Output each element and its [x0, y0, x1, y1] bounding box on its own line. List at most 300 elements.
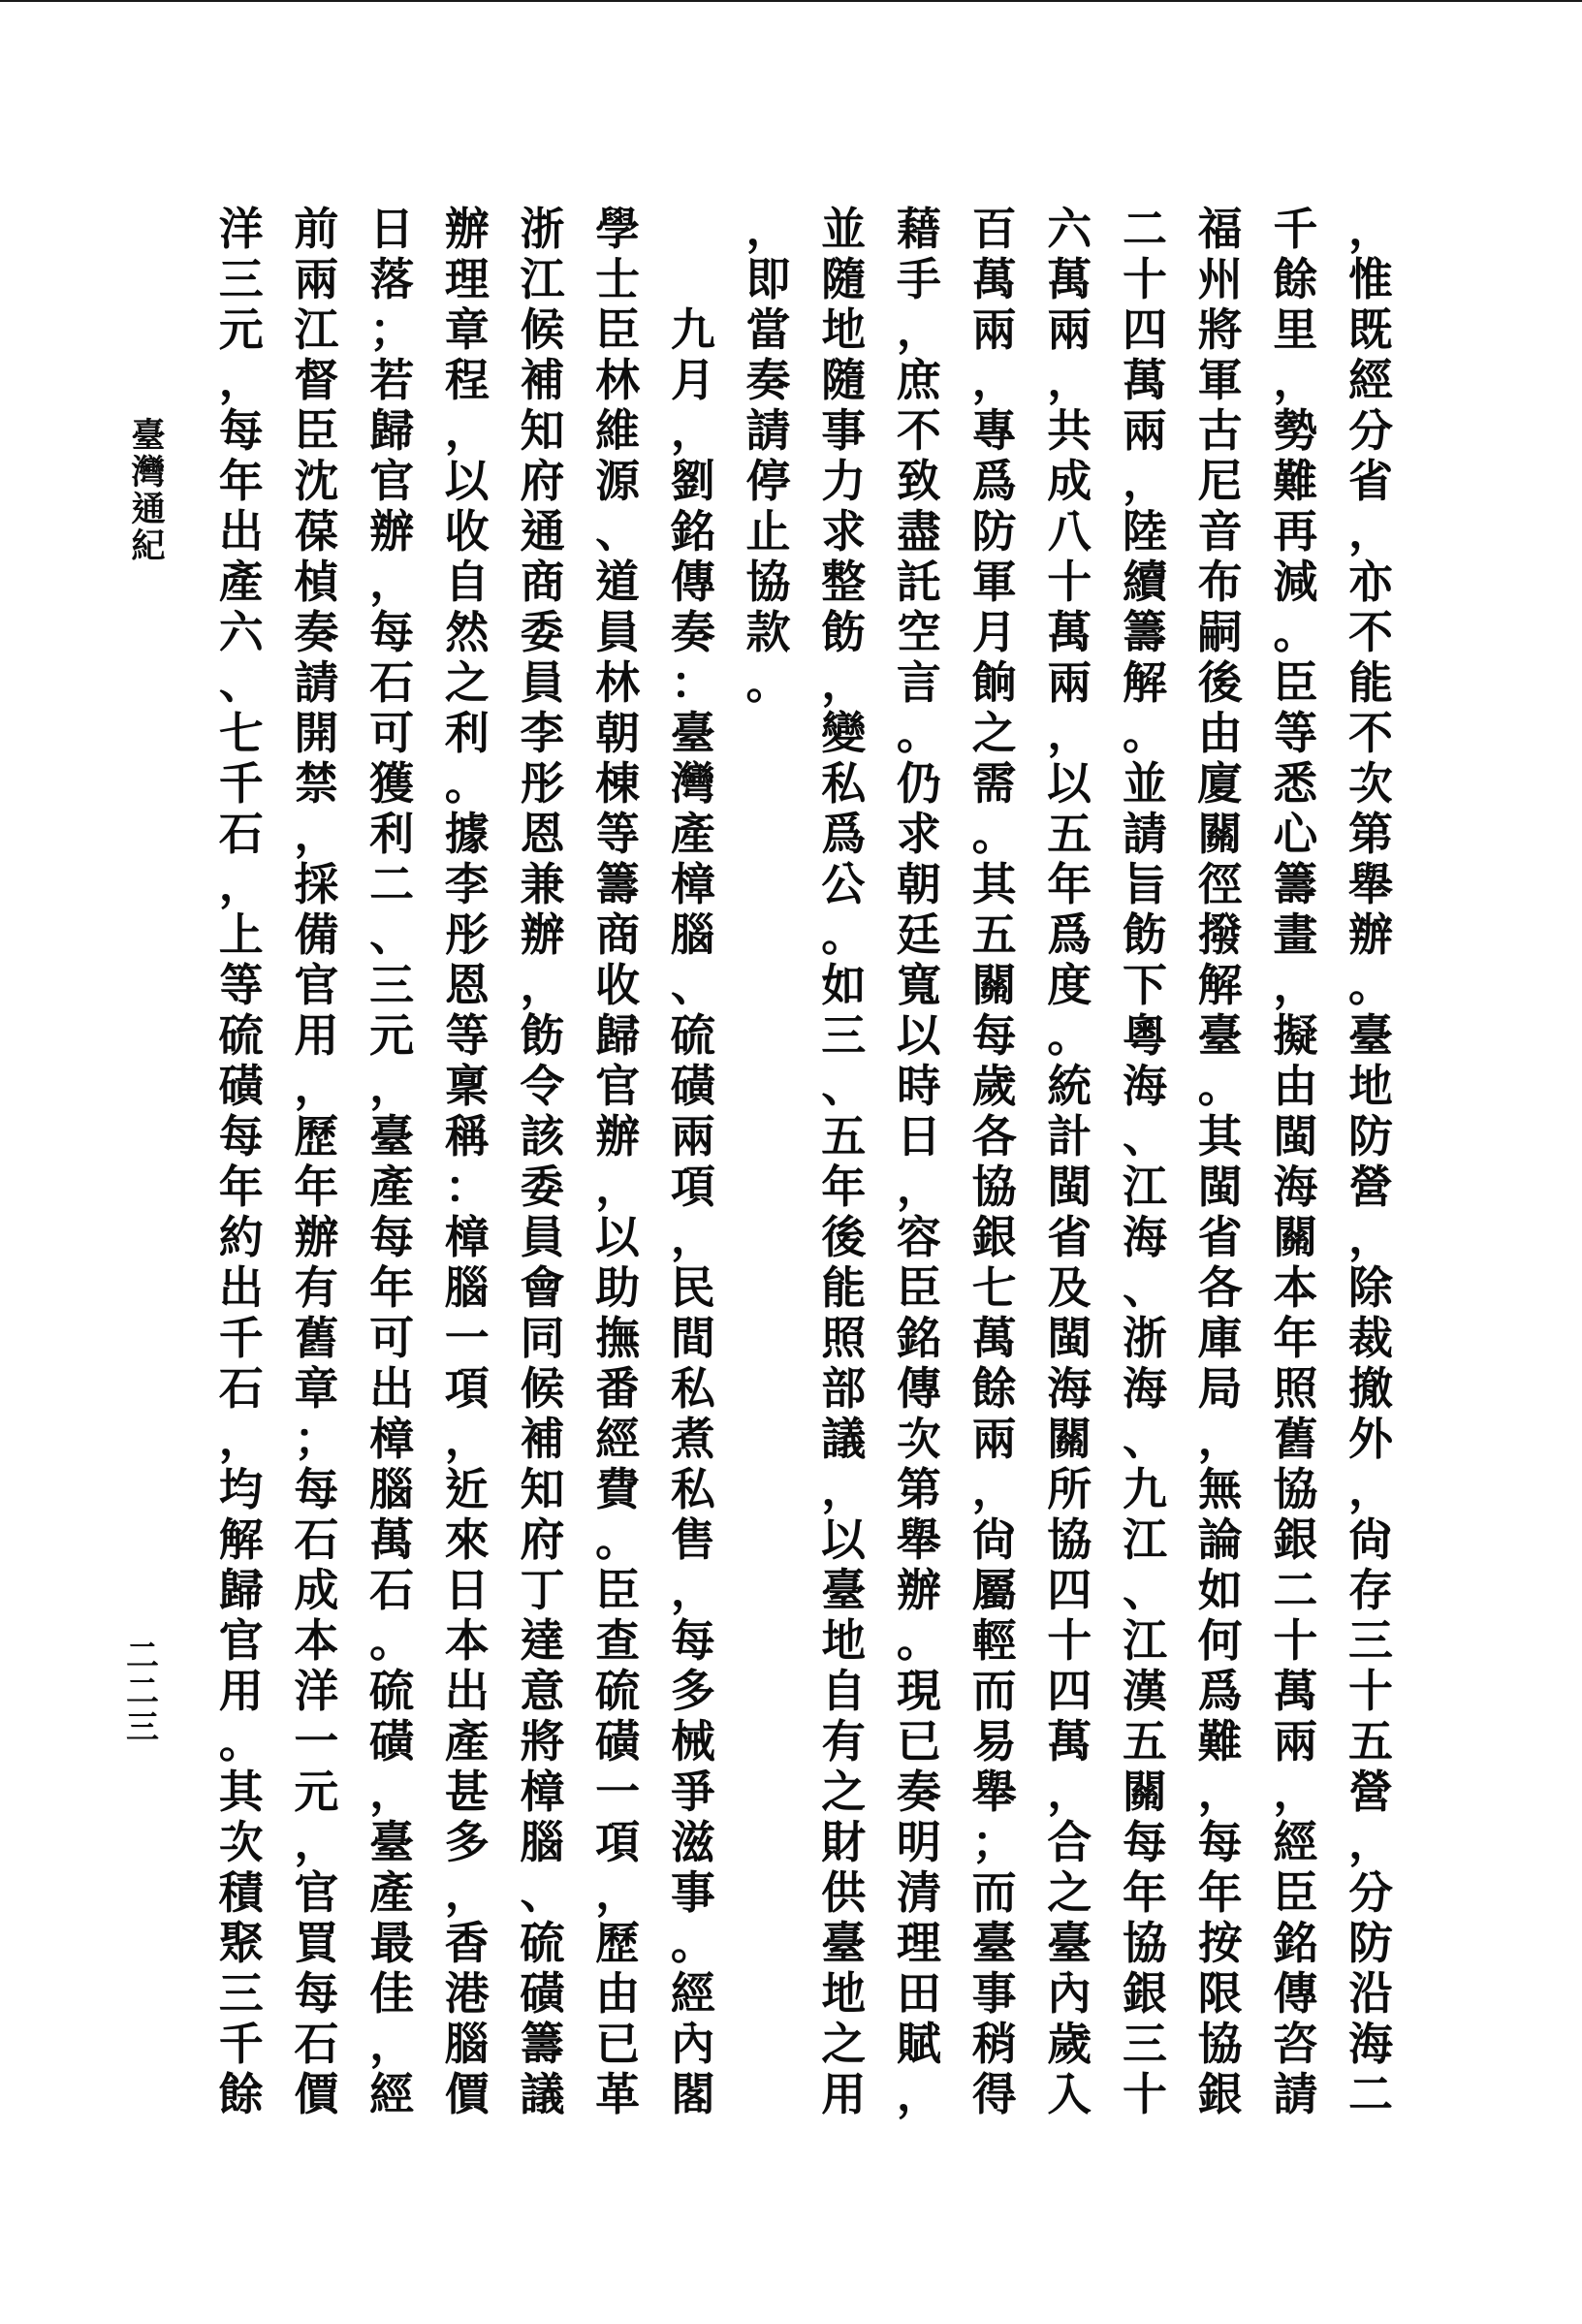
glyph: 臣	[294, 404, 339, 457]
punctuation: ，	[595, 1866, 641, 1919]
glyph: 械	[670, 1715, 715, 1767]
glyph: 據	[444, 808, 490, 860]
glyph: 恩	[520, 808, 565, 860]
glyph: 空	[896, 606, 941, 658]
glyph: 不	[1348, 606, 1393, 658]
glyph: 日	[444, 1564, 490, 1616]
glyph: 以	[821, 1513, 867, 1566]
punctuation: ，	[1273, 354, 1318, 406]
punctuation: 。	[896, 707, 941, 759]
glyph: 來	[444, 1513, 490, 1566]
glyph: 三	[218, 253, 264, 305]
glyph: 賦	[896, 2018, 941, 2070]
glyph: 產	[369, 1866, 415, 1919]
glyph: 防	[1348, 1917, 1393, 1969]
glyph: 關	[971, 959, 1017, 1011]
glyph: 每	[294, 1463, 339, 1515]
glyph: 稟	[444, 1060, 490, 1112]
punctuation: ，	[520, 959, 565, 1011]
glyph: 萬	[1047, 1715, 1092, 1767]
glyph: 千	[218, 757, 264, 810]
glyph: 七	[971, 1261, 1017, 1314]
punctuation: ，	[218, 858, 264, 910]
glyph: 商	[595, 908, 641, 961]
glyph: 禁	[294, 757, 339, 810]
punctuation: 。	[1273, 606, 1318, 658]
glyph: 歸	[369, 404, 415, 457]
glyph: 變	[821, 707, 867, 759]
glyph: 粵	[1122, 1009, 1167, 1062]
glyph: 閩	[1197, 1161, 1243, 1213]
glyph: 年	[218, 455, 264, 507]
punctuation: ，	[595, 1161, 641, 1213]
punctuation: ；	[971, 1816, 1017, 1868]
glyph: 部	[821, 1362, 867, 1415]
glyph: 五	[1122, 1715, 1167, 1767]
glyph: 意	[520, 1665, 565, 1717]
glyph: 多	[670, 1665, 715, 1717]
glyph: 獲	[369, 757, 415, 810]
punctuation: ，	[294, 808, 339, 860]
glyph: 臺	[369, 1816, 415, 1868]
glyph: 委	[520, 606, 565, 658]
glyph: 浙	[1122, 1312, 1167, 1364]
glyph: 舊	[294, 1312, 339, 1364]
glyph: 以	[595, 1211, 641, 1263]
glyph: 十	[1122, 2068, 1167, 2120]
glyph: 灣	[670, 757, 715, 810]
glyph: 維	[595, 404, 641, 457]
glyph: 解	[218, 1513, 264, 1566]
glyph: 元	[294, 1766, 339, 1818]
glyph: 均	[218, 1463, 264, 1515]
glyph: 續	[1122, 556, 1167, 608]
glyph: 萬	[1047, 606, 1092, 658]
glyph: 棟	[595, 757, 641, 810]
glyph: 傳	[670, 556, 715, 608]
glyph: 石	[369, 1564, 415, 1616]
glyph: 江	[1122, 1513, 1167, 1566]
glyph: 成	[294, 1564, 339, 1616]
glyph: 裁	[1348, 1312, 1393, 1364]
text-column-5	[1042, 204, 1096, 2119]
glyph: 籌	[520, 2018, 565, 2070]
glyph: 以	[896, 1009, 941, 1062]
punctuation: ，	[294, 1816, 339, 1868]
glyph: 撥	[1197, 908, 1243, 961]
glyph: 擬	[1273, 1009, 1318, 1062]
glyph: 然	[444, 606, 490, 658]
glyph: 解	[1122, 656, 1167, 709]
glyph: 度	[1047, 959, 1092, 1011]
glyph: 江	[1122, 1161, 1167, 1213]
punctuation: ，	[971, 1463, 1017, 1515]
glyph: 內	[1047, 1967, 1092, 2020]
glyph: 腦	[520, 1816, 565, 1868]
glyph: 理	[896, 1917, 941, 1969]
glyph: 委	[520, 1161, 565, 1213]
punctuation: 、	[218, 656, 264, 709]
glyph: 九	[1122, 1463, 1167, 1515]
glyph: 議	[821, 1413, 867, 1465]
glyph: 候	[520, 1362, 565, 1415]
glyph: 布	[1197, 556, 1243, 608]
glyph: 每	[294, 1967, 339, 2020]
glyph: 章	[294, 1362, 339, 1415]
glyph: 之	[821, 1766, 867, 1818]
glyph: 閩	[1047, 1161, 1092, 1213]
glyph: 海	[1273, 1161, 1318, 1213]
glyph: 亦	[1348, 556, 1393, 608]
glyph: 已	[595, 2018, 641, 2070]
glyph: 腦	[444, 1261, 490, 1314]
glyph: 惟	[1348, 253, 1393, 305]
glyph: 自	[821, 1665, 867, 1717]
glyph: 磺	[520, 1967, 565, 2020]
glyph: 田	[896, 1967, 941, 2020]
glyph: 革	[595, 2068, 641, 2120]
glyph: 其	[1197, 1110, 1243, 1162]
glyph: 楨	[294, 556, 339, 608]
glyph: 等	[595, 808, 641, 860]
glyph: 難	[1197, 1715, 1243, 1767]
punctuation: ：	[444, 1161, 490, 1213]
glyph: 灣	[131, 453, 166, 493]
glyph: 約	[218, 1211, 264, 1263]
glyph: 彤	[520, 757, 565, 810]
glyph: 沈	[294, 455, 339, 507]
glyph: 撫	[595, 1312, 641, 1364]
glyph: 古	[1197, 404, 1243, 457]
glyph: 爲	[1197, 1665, 1243, 1717]
glyph: 每	[670, 1614, 715, 1667]
glyph: 如	[821, 959, 867, 1011]
glyph: 仍	[896, 757, 941, 810]
glyph: 產	[670, 808, 715, 860]
glyph: 兩	[971, 303, 1017, 356]
glyph: 關	[1047, 1413, 1092, 1465]
punctuation: 。	[670, 1917, 715, 1969]
glyph: 煮	[670, 1413, 715, 1465]
glyph: 次	[896, 1413, 941, 1465]
glyph: 兩	[294, 253, 339, 305]
glyph: 省	[1047, 1211, 1092, 1263]
glyph: 請	[294, 656, 339, 709]
glyph: 李	[444, 858, 490, 910]
glyph: 之	[971, 707, 1017, 759]
punctuation: ，	[218, 354, 264, 406]
glyph: 江	[1122, 1614, 1167, 1667]
glyph: 二	[126, 1672, 159, 1711]
glyph: 外	[1348, 1413, 1393, 1465]
glyph: 硫	[520, 1917, 565, 1969]
glyph: 一	[294, 1715, 339, 1767]
glyph: 託	[896, 556, 941, 608]
glyph: 年	[369, 1261, 415, 1314]
glyph: 樟	[369, 1413, 415, 1465]
glyph: 悉	[1273, 757, 1318, 810]
glyph: 力	[821, 455, 867, 507]
glyph: 五	[821, 1110, 867, 1162]
punctuation: 。	[1047, 1009, 1092, 1062]
punctuation: 。	[745, 656, 791, 709]
glyph: 補	[520, 354, 565, 406]
glyph: 洋	[218, 203, 264, 255]
glyph: 漢	[1122, 1665, 1167, 1717]
glyph: 飭	[520, 1009, 565, 1062]
glyph: 傳	[1273, 1967, 1318, 2020]
glyph: 產	[369, 1161, 415, 1213]
glyph: 知	[520, 1463, 565, 1515]
glyph: 何	[1197, 1614, 1243, 1667]
glyph: 成	[1047, 455, 1092, 507]
glyph: 將	[1197, 303, 1243, 356]
glyph: 一	[444, 1312, 490, 1364]
text-column-6	[967, 204, 1022, 2119]
punctuation: 。	[444, 757, 490, 810]
glyph: 營	[1348, 1766, 1393, 1818]
glyph: 六	[1047, 203, 1092, 255]
glyph: 最	[369, 1917, 415, 1969]
glyph: 事	[971, 1967, 1017, 2020]
glyph: 其	[218, 1766, 264, 1818]
glyph: 萬	[1122, 354, 1167, 406]
text-column-7	[892, 204, 946, 2119]
glyph: 三	[369, 959, 415, 1011]
glyph: 撤	[1348, 1362, 1393, 1415]
glyph: 如	[1197, 1564, 1243, 1616]
glyph: 尼	[1197, 455, 1243, 507]
glyph: 江	[294, 303, 339, 356]
glyph: 傳	[896, 1362, 941, 1415]
glyph: 員	[595, 606, 641, 658]
glyph: 積	[218, 1866, 264, 1919]
glyph: 協	[1047, 1513, 1092, 1566]
punctuation: 。	[1122, 707, 1167, 759]
glyph: 臣	[1273, 1866, 1318, 1919]
punctuation: ，	[670, 404, 715, 457]
glyph: 兩	[670, 1110, 715, 1162]
glyph: 閩	[1273, 1110, 1318, 1162]
glyph: 照	[821, 1312, 867, 1364]
glyph: 林	[595, 656, 641, 709]
glyph: 經	[1273, 1816, 1318, 1868]
glyph: 助	[595, 1261, 641, 1314]
glyph: 紀	[131, 526, 166, 566]
punctuation: ，	[1273, 1766, 1318, 1818]
glyph: 第	[1348, 808, 1393, 860]
glyph: 採	[294, 858, 339, 910]
glyph: 銘	[896, 1312, 941, 1364]
glyph: 三	[1348, 1614, 1393, 1667]
punctuation: 、	[520, 1866, 565, 1919]
glyph: 同	[520, 1312, 565, 1364]
glyph: 石	[218, 1362, 264, 1415]
glyph: 年	[1122, 1866, 1167, 1919]
body-text	[214, 204, 1398, 2119]
glyph: 佳	[369, 1967, 415, 2020]
text-column-14	[364, 204, 419, 2119]
glyph: 由	[1273, 1060, 1318, 1112]
glyph: 庶	[896, 354, 941, 406]
glyph: 廈	[1197, 757, 1243, 810]
glyph: 二	[1122, 203, 1167, 255]
glyph: 能	[821, 1261, 867, 1314]
glyph: 手	[896, 253, 941, 305]
glyph: 不	[1348, 707, 1393, 759]
punctuation: ，	[444, 1866, 490, 1919]
glyph: 籌	[595, 858, 641, 910]
glyph: 旨	[1122, 858, 1167, 910]
glyph: 難	[1273, 455, 1318, 507]
glyph: 舊	[1273, 1413, 1318, 1465]
glyph: 餉	[971, 656, 1017, 709]
glyph: 明	[896, 1816, 941, 1868]
glyph: 利	[369, 808, 415, 860]
glyph: 舉	[896, 1513, 941, 1566]
punctuation: ，	[1197, 1413, 1243, 1465]
glyph: 查	[595, 1614, 641, 1667]
glyph: 協	[1122, 1917, 1167, 1969]
glyph: 歷	[595, 1917, 641, 1969]
glyph: 備	[294, 908, 339, 961]
punctuation: ，	[1348, 203, 1393, 255]
top-edge-rule	[0, 0, 1582, 2]
glyph: 解	[1197, 959, 1243, 1011]
glyph: 內	[670, 2018, 715, 2070]
glyph: 臺	[670, 707, 715, 759]
punctuation: ，	[218, 1413, 264, 1465]
glyph: 飭	[1122, 908, 1167, 961]
glyph: 後	[1197, 656, 1243, 709]
glyph: 石	[294, 1513, 339, 1566]
glyph: 海	[1122, 1211, 1167, 1263]
glyph: 餘	[1273, 253, 1318, 305]
glyph: 辦	[369, 505, 415, 557]
glyph: 奏	[670, 606, 715, 658]
glyph: 章	[444, 303, 490, 356]
glyph: 用	[821, 2068, 867, 2120]
text-column-12	[515, 204, 569, 2119]
punctuation: 、	[1122, 1413, 1167, 1465]
glyph: 其	[971, 858, 1017, 910]
glyph: 月	[971, 606, 1017, 658]
glyph: 項	[670, 1161, 715, 1213]
punctuation: ；	[369, 303, 415, 356]
glyph: 按	[1197, 1917, 1243, 1969]
glyph: 知	[520, 404, 565, 457]
glyph: 請	[1122, 808, 1167, 860]
glyph: 每	[971, 1009, 1017, 1062]
glyph: 費	[595, 1463, 641, 1515]
glyph: 臣	[896, 1261, 941, 1314]
punctuation: ，	[444, 1413, 490, 1465]
punctuation: ，	[369, 1060, 415, 1112]
glyph: 次	[1348, 757, 1393, 810]
glyph: 五	[971, 908, 1017, 961]
glyph: 十	[1273, 1614, 1318, 1667]
glyph: 每	[1197, 1816, 1243, 1868]
glyph: 能	[1348, 656, 1393, 709]
glyph: 臣	[1273, 656, 1318, 709]
glyph: 等	[1273, 707, 1318, 759]
glyph: 奏	[294, 606, 339, 658]
glyph: 無	[1197, 1463, 1243, 1515]
glyph: 地	[821, 1967, 867, 2020]
glyph: 經	[1348, 354, 1393, 406]
glyph: 出	[369, 1362, 415, 1415]
glyph: 籌	[1273, 858, 1318, 910]
glyph: 專	[971, 404, 1017, 457]
glyph: 硫	[218, 1009, 264, 1062]
glyph: 四	[1047, 1665, 1092, 1717]
glyph: 腦	[670, 908, 715, 961]
glyph: 本	[294, 1614, 339, 1667]
glyph: 福	[1197, 203, 1243, 255]
glyph: 甚	[444, 1766, 490, 1818]
glyph: 協	[1273, 1463, 1318, 1515]
punctuation: ，	[1273, 959, 1318, 1011]
glyph: 並	[1122, 757, 1167, 810]
glyph: 九	[670, 303, 715, 356]
glyph: 官	[218, 1614, 264, 1667]
glyph: 官	[294, 1866, 339, 1919]
glyph: 停	[745, 455, 791, 507]
glyph: 閩	[1047, 1312, 1092, 1364]
glyph: 隨	[821, 354, 867, 406]
glyph: 分	[1348, 404, 1393, 457]
glyph: 每	[1122, 1816, 1167, 1868]
glyph: 石	[294, 2018, 339, 2070]
glyph: 三	[821, 1009, 867, 1062]
glyph: 前	[294, 203, 339, 255]
glyph: 財	[821, 1816, 867, 1868]
glyph: 磺	[595, 1715, 641, 1767]
glyph: 舉	[971, 1766, 1017, 1818]
glyph: 求	[821, 505, 867, 557]
glyph: 私	[670, 1362, 715, 1415]
glyph: 恩	[444, 959, 490, 1011]
glyph: 聚	[218, 1917, 264, 1969]
glyph: 年	[1047, 858, 1092, 910]
glyph: 硫	[369, 1665, 415, 1717]
glyph: 價	[294, 2068, 339, 2120]
punctuation: ，	[1348, 1211, 1393, 1263]
glyph: 劉	[670, 455, 715, 507]
glyph: 止	[745, 505, 791, 557]
punctuation: 。	[896, 1614, 941, 1667]
glyph: 府	[520, 455, 565, 507]
glyph: 月	[670, 354, 715, 406]
glyph: 等	[218, 959, 264, 1011]
glyph: 畫	[1273, 908, 1318, 961]
text-column-4	[1118, 204, 1172, 2119]
glyph: 四	[1122, 303, 1167, 356]
glyph: 七	[218, 707, 264, 759]
glyph: 屬	[971, 1564, 1017, 1616]
glyph: 員	[520, 1211, 565, 1263]
glyph: 庫	[1197, 1312, 1243, 1364]
glyph: 八	[1047, 505, 1092, 557]
glyph: 減	[1273, 556, 1318, 608]
punctuation: ，	[1348, 1816, 1393, 1868]
glyph: 通	[131, 490, 166, 529]
glyph: 軍	[971, 556, 1017, 608]
glyph: 日	[896, 1110, 941, 1162]
glyph: 可	[369, 707, 415, 759]
punctuation: ，	[1047, 707, 1092, 759]
punctuation: ，	[670, 1211, 715, 1263]
